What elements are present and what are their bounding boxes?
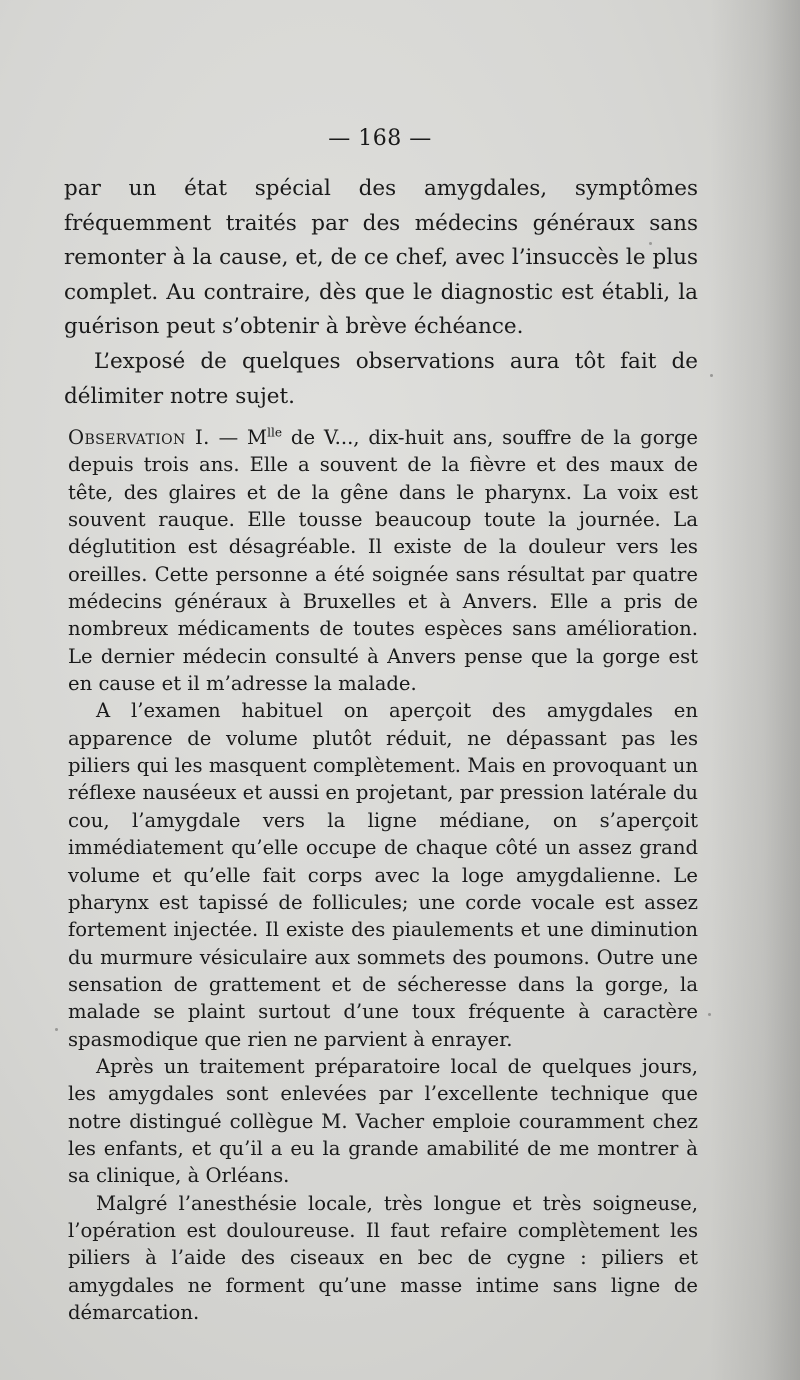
page-number: — 168 —	[328, 126, 432, 151]
observation-paragraph-treatment: Après un traitement préparatoire local de quelques jours, les amygdales sont enlevées par l’excellente technique que notre distingué collègue M. Vacher emploie couramment chez les enfants, et qu’il a eu la grande amabilité de me montrer à sa clinique, à Orléans.	[68, 1054, 698, 1188]
observation-paragraph-exam: A l’examen habituel on aperçoit des amygdales en apparence de volume plutôt réduit, ne dépassant pas les piliers qui les masquent complètement. Mais en provoquant un réflexe nauséeux et aussi en projetant, par pression latérale du cou, l’amygdale vers la ligne médiane, on s’aperçoit immédiatement qu’elle occupe de chaque côté un assez grand volume et qu’elle fait corps avec la loge amygdalienne. Le pharynx est tapissé de follicules; une corde vocale est assez fortement injectée. Il existe des piaulements et une diminution du murmure vésiculaire aux sommets des poumons. Outre une sensation de grattement et de sécheresse dans la gorge, la malade se plaint surtout d’une toux fréquente à caractère spasmodique que rien ne parvient à enrayer.	[68, 699, 698, 1051]
observation-salutation: — M	[218, 426, 268, 449]
page-edge-shadow	[710, 0, 800, 1380]
observation-opening-text: de V..., dix-huit ans, souffre de la gorge depuis trois ans. Elle a souvent de la fièvre et des maux de tête, des glaires et de la gêne dans le pharynx. La voix est souvent rauque. Elle tousse beaucoup toute la journée. La déglutition est désagréable. Il existe de la douleur vers les oreilles. Cette personne a été soignée sans résultat par quatre médecins généraux à Bruxelles et à Anvers. Elle a pris de nombreux médicaments de toutes espèces sans amélioration. Le dernier médecin consulté à Anvers pense que la gorge est en cause et il m’adresse la malade.	[68, 426, 699, 696]
print-speck	[710, 374, 713, 377]
intro-paragraph-1: par un état spécial des amygdales, symptômes fréquemment traités par des médecins généraux sans remonter à la cause, et, de ce chef, avec l’insuccès le plus complet. Au contraire, dès que le diagnostic est établi, la guérison peut s’obtenir à brève échéance.	[64, 176, 698, 340]
intro-paragraph-2: L’exposé de quelques observations aura tôt fait de délimiter notre sujet.	[64, 348, 698, 409]
print-speck	[55, 1028, 58, 1031]
observation-salutation-sup: lle	[267, 425, 283, 440]
print-speck	[708, 1013, 711, 1016]
print-speck	[649, 242, 652, 245]
observation-section	[68, 424, 698, 1326]
intro-section	[64, 172, 698, 414]
observation-paragraph-operation: Malgré l’anesthésie locale, très longue et très soigneuse, l’opération est douloureuse. Il faut refaire complètement les piliers à l’aide des ciseaux en bec de cygne : piliers et amygdales ne forment qu’une masse intime sans ligne de démarcation.	[68, 1191, 698, 1324]
observation-opening-paragraph	[68, 424, 698, 697]
observation-heading: Observation I.	[68, 426, 210, 449]
